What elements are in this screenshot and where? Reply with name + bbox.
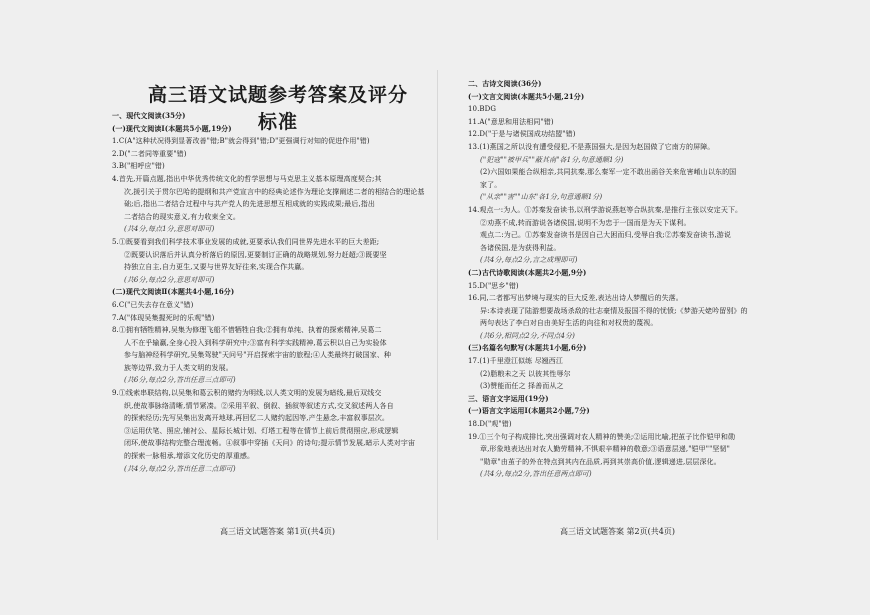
score-note: (共4分,每点2分,答出任意两点即可): [480, 470, 592, 479]
answer-line: 族等边界,致力于人类文明的发展。: [124, 363, 233, 372]
score-note: (共6分,每点2分,意思对即可): [124, 275, 215, 284]
answer-line: "勋章"由茧子的外在特点到其内在品质,再到其崇高价值,逻辑递进,层层深化。: [480, 457, 721, 466]
score-note: (共4分,每点1分,意思对即可): [124, 225, 215, 234]
answer-line: 的探索经历;先写吴集出发离开地球,再回忆二人赌约起因等,产生悬念,丰富叙事层次。: [124, 414, 390, 423]
answer-line: 各诸侯国,是为获得利益。: [480, 243, 561, 252]
answer-line: 7.A("体现吴集握死时的乐观"错): [112, 313, 215, 322]
footer-right: 高三语文试题答案 第2页(共4页): [560, 527, 675, 536]
section-heading: 一、现代文阅读(35分): [112, 111, 186, 120]
section-heading: (一)语言文字运用Ⅰ(本题共2小题,7分): [468, 406, 590, 416]
answer-line: 19.①三个句子构成排比,突出强调对农人精神的赞美;②运用比喻,把茧子比作铠甲和勋: [468, 432, 736, 441]
answer-line: 的探索一脉相承,增添文化历史的厚重感。: [124, 452, 255, 461]
section-heading: 二、古诗文阅读(36分): [468, 79, 542, 88]
section-heading: (二)古代诗歌阅读(本题共2小题,9分): [468, 267, 587, 277]
answer-line: 9.①线索串联结构,以吴集和葛云积的赌约为明线,以人类文明的发展为暗线,最后双线交: [112, 389, 382, 398]
score-note: (共6分,每点2分,答出任意三点即可): [124, 376, 236, 385]
footer-left: 高三语文试题答案 第1页(共4页): [220, 527, 335, 536]
answer-line: ②劝燕不成,转而游说各诸侯国,说明不为忠于一国而是为天下谋利。: [480, 218, 691, 227]
score-note: (共6分,相同点2分,不同点4分): [480, 331, 575, 340]
answer-line: 14.观点一:为人。①苏秦发奋读书,以刑学游说燕赵等合纵抗秦,是推行主张以安定天下。: [468, 205, 743, 214]
answer-line: 17.(1)千里澄江似练 尽翘西江: [468, 357, 563, 366]
answer-line: 15.D("思乡"错): [468, 281, 519, 290]
right-page: [468, 78, 804, 481]
score-note: ("犯寇""被甲兵""蔽其南"各1分,句意通顺1分): [480, 155, 624, 164]
score-note: (共4分,每点2分,答出任意二点即可): [124, 464, 236, 473]
answer-line: 观点二:为己。①苏秦发奋读书是因自己大困而归,受辱自我;②苏秦发奋读书,游说: [480, 231, 731, 240]
section-heading: (一)现代文阅读Ⅰ(本题共5小题,19分): [112, 123, 232, 133]
answer-line: 础;后,指出二者结合过程中与共产党人的先进思想互相成就的实践成果;最后,指出: [124, 200, 375, 209]
answer-line: 3.B("相呼应"错): [112, 162, 165, 171]
answer-line: 6.C("已失去存在意义"错): [112, 300, 194, 309]
section-heading: (三)名篇名句默写(本题共1小题,6分): [468, 343, 587, 353]
answer-line: 12.D("于是与诸侯国成功结盟"错): [468, 130, 576, 139]
section-heading: (一)文言文阅读(本题共5小题,21分): [468, 91, 585, 101]
answer-line: ②既要认识落后并认真分析落后的原因,更要制订正确的战略规划,努力赶超;③既要坚: [124, 250, 387, 259]
answer-line: 织,使故事脉络清晰,情节紧凑。②采用平叙、倒叙、插叙等叙述方式,交叉叙述两人各自: [124, 401, 394, 410]
left-page: [112, 110, 448, 475]
answer-line: 4.首先,开篇点题,指出中华优秀传统文化的哲学思想与马克思主义基本原理高度契合;其: [112, 174, 382, 183]
answer-line: (2)脂粮未之天 以彼其性辱尔: [480, 369, 571, 378]
answer-line: 10.BDG: [468, 105, 497, 114]
answer-line: 18.D("观"错): [468, 420, 512, 429]
answer-line: 家了。: [480, 180, 502, 189]
answer-line: 1.C(A"这种状况得到显著改善"错;B"就会得到"错;D"更强调行对知的促进作用"错): [112, 137, 370, 146]
page-divider: [437, 70, 438, 540]
answer-line: (3)赞能而任之 择善而从之: [480, 382, 564, 391]
score-note: (共4分,每点2分,言之成理即可): [480, 256, 578, 265]
answer-line: 二者结合的现实意义,有力收束全文。: [124, 212, 240, 221]
answer-line: 异:本诗表现了陆游想要战场杀敌的壮志豪情及报国不得的忧愤;《梦游天姥吟留别》的: [480, 306, 748, 315]
answer-line: 持独立自主,自力更生,又要与世界友好往来,实现合作共赢。: [124, 263, 309, 272]
section-heading: 三、语言文字运用(19分): [468, 393, 549, 403]
answer-line: 闭环,使故事结构完整合理流畅。④叙事中穿插《天问》的诗句;提示情节发展,暗示人类对宇宙: [124, 439, 416, 448]
answer-line: 16.同,二者都写出梦境与现实的巨大反差,表达出诗人梦醒后的失落。: [468, 294, 683, 303]
answer-line: 13.(1)燕国之所以没有遭受侵犯,不是燕国强大,是因为赵国做了它南方的屏障。: [468, 142, 715, 151]
answer-line: 章,形象地表达出对农人勤劳精神,不惧艰辛精神的敬意;③语意层递,"铠甲""坚韧": [480, 445, 730, 454]
answer-line: 参与脑神经科学研究,吴集驾驶"天问号"开启探索宇宙的旅程;④人类最终打破国家、种: [124, 351, 392, 360]
answer-line: 次,援引关于贯尔巴哈的提纲和共产党宣言中的经典论述作为理论支撑阐述二者的相结合的理论基: [124, 187, 425, 196]
answer-line: 人不在乎输赢,全身心投入到科学研究中;③富有科学实践精神,葛云积以自己为实验体: [124, 338, 387, 347]
answer-line: 8.①拥有牺牲精神,吴集为修理飞船不惜牺牲自我;②拥有单纯、执着的探索精神,吴葛二: [112, 326, 382, 335]
answer-line: ③运用伏笔、照应,铺衬公、星际长城计划、灯塔工程等在情节上前后贯彻照应,形成逻辑: [124, 426, 399, 435]
answer-line: 两句表达了李白对自由美好生活的向往和对权贵的蔑视。: [480, 319, 658, 328]
answer-line: 2.D("二者同等重要"错): [112, 149, 187, 158]
answer-line: 11.A("意思和用法相同"错): [468, 117, 554, 126]
answer-line: (2)六国如果能合纵相亲,共同抗秦,那么秦军一定不敢出函谷关来危害崤山以东的国: [480, 168, 737, 177]
page-title: 高三语文试题参考答案及评分标准: [148, 84, 409, 133]
score-note: ("从亲""害""山东"各1分,句意通顺1分): [480, 193, 603, 202]
section-heading: (二)现代文阅读Ⅱ(本题共4小题,16分): [112, 287, 235, 297]
answer-line: 5.①既要看到我们科学技术事业发展的成就,更要承认我们同世界先进水平的巨大差距;: [112, 237, 380, 246]
